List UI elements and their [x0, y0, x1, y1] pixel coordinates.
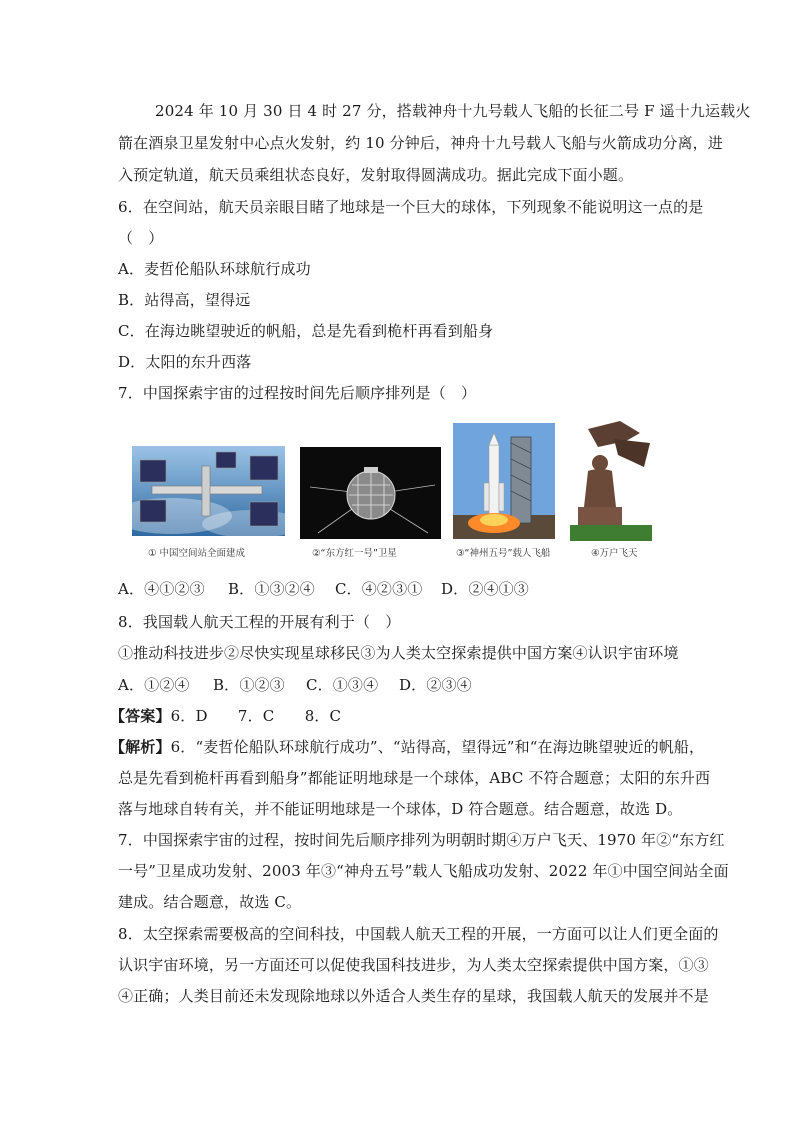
analysis-line-7: 8．太空探索需要极高的空间科技，中国载人航天工程的开展，一方面可以让人们更全面的 [118, 925, 719, 943]
q7-option-c: C．④②③① [335, 580, 423, 598]
q6-option-b: B．站得高，望得远 [118, 291, 251, 309]
q8-option-c: C．①③④ [306, 676, 379, 694]
q8-option-d: D．②③④ [399, 676, 472, 694]
q6-paren: （ ） [118, 229, 164, 247]
q7-option-b: B．①③②④ [228, 580, 315, 598]
satellite-image [300, 447, 441, 539]
analysis-line-5: 一号”卫星成功发射、2003 年③“神舟五号”载人飞船成功发射、2022 年①中国空间站全面 [118, 862, 729, 880]
q8-items: ①推动科技进步②尽快实现星球移民③为人类太空探索提供中国方案④认识宇宙环境 [118, 644, 679, 662]
analysis-line-3: 落与地球自转有关，并不能证明地球是一个球体，D 符合题意。结合题意，故选 D。 [118, 800, 683, 818]
wanhu-statue-image [570, 421, 652, 541]
answer-line [110, 706, 670, 726]
q6-option-c: C．在海边眺望驶近的帆船，总是先看到桅杆再看到船身 [118, 322, 494, 340]
analysis-text-1: 6．“麦哲伦船队环球航行成功”、“站得高，望得远”和“在海边眺望驶近的帆船， [170, 738, 705, 756]
analysis-line-1 [110, 737, 705, 757]
analysis-line-6: 建成。结合题意，故选 C。 [118, 893, 302, 911]
caption-rocket: ③“神州五号”载人飞船 [456, 548, 551, 559]
rocket-launch-image [453, 423, 555, 539]
q6-option-a: A．麦哲伦船队环球航行成功 [118, 260, 311, 278]
q7-option-d: D．②④①③ [441, 580, 529, 598]
q8-option-b: B．①②③ [213, 676, 285, 694]
q8-stem: 8．我国载人航天工程的开展有利于（ ） [118, 613, 401, 631]
q7-stem: 7．中国探索宇宙的过程按时间先后顺序排列是（ ） [118, 384, 477, 402]
caption-wanhu: ④万户飞天 [591, 548, 638, 559]
caption-space-station: ① 中国空间站全面建成 [148, 548, 246, 559]
answer-text: 6．D 7．C 8．C [170, 707, 342, 725]
analysis-line-8: 认识宇宙环境，另一方面还可以促使我国科技进步，为人类太空探索提供中国方案，①③ [118, 956, 709, 974]
q7-option-a: A．④①②③ [118, 580, 205, 598]
q6-stem: 6．在空间站，航天员亲眼目睹了地球是一个巨大的球体，下列现象不能说明这一点的是 [118, 198, 704, 216]
q6-option-d: D．太阳的东升西落 [118, 353, 252, 371]
intro-line-1: 2024 年 10 月 30 日 4 时 27 分，搭载神舟十九号载人飞船的长征二号 F 遥十九运载火 [155, 102, 751, 120]
analysis-line-9: ④正确；人类目前还未发现除地球以外适合人类生存的星球，我国载人航天的发展并不是 [118, 987, 709, 1005]
intro-line-3: 入预定轨道，航天员乘组状态良好，发射取得圆满成功。据此完成下面小题。 [118, 166, 634, 184]
analysis-line-2: 总是先看到桅杆再看到船身”都能证明地球是一个球体，ABC 不符合题意；太阳的东升西 [118, 769, 711, 787]
analysis-line-4: 7．中国探索宇宙的过程，按时间先后顺序排列为明朝时期④万户飞天、1970 年②“东方红 [118, 831, 725, 849]
analysis-label: 【解析】 [110, 738, 171, 756]
caption-satellite: ②“东方红一号”卫星 [312, 548, 397, 559]
space-station-image [132, 446, 285, 536]
q8-option-a: A．①②④ [118, 676, 190, 694]
answer-label: 【答案】 [110, 707, 171, 725]
intro-line-2: 箭在酒泉卫星发射中心点火发射，约 10 分钟后，神舟十九号载人飞船与火箭成功分离，进 [118, 134, 723, 152]
